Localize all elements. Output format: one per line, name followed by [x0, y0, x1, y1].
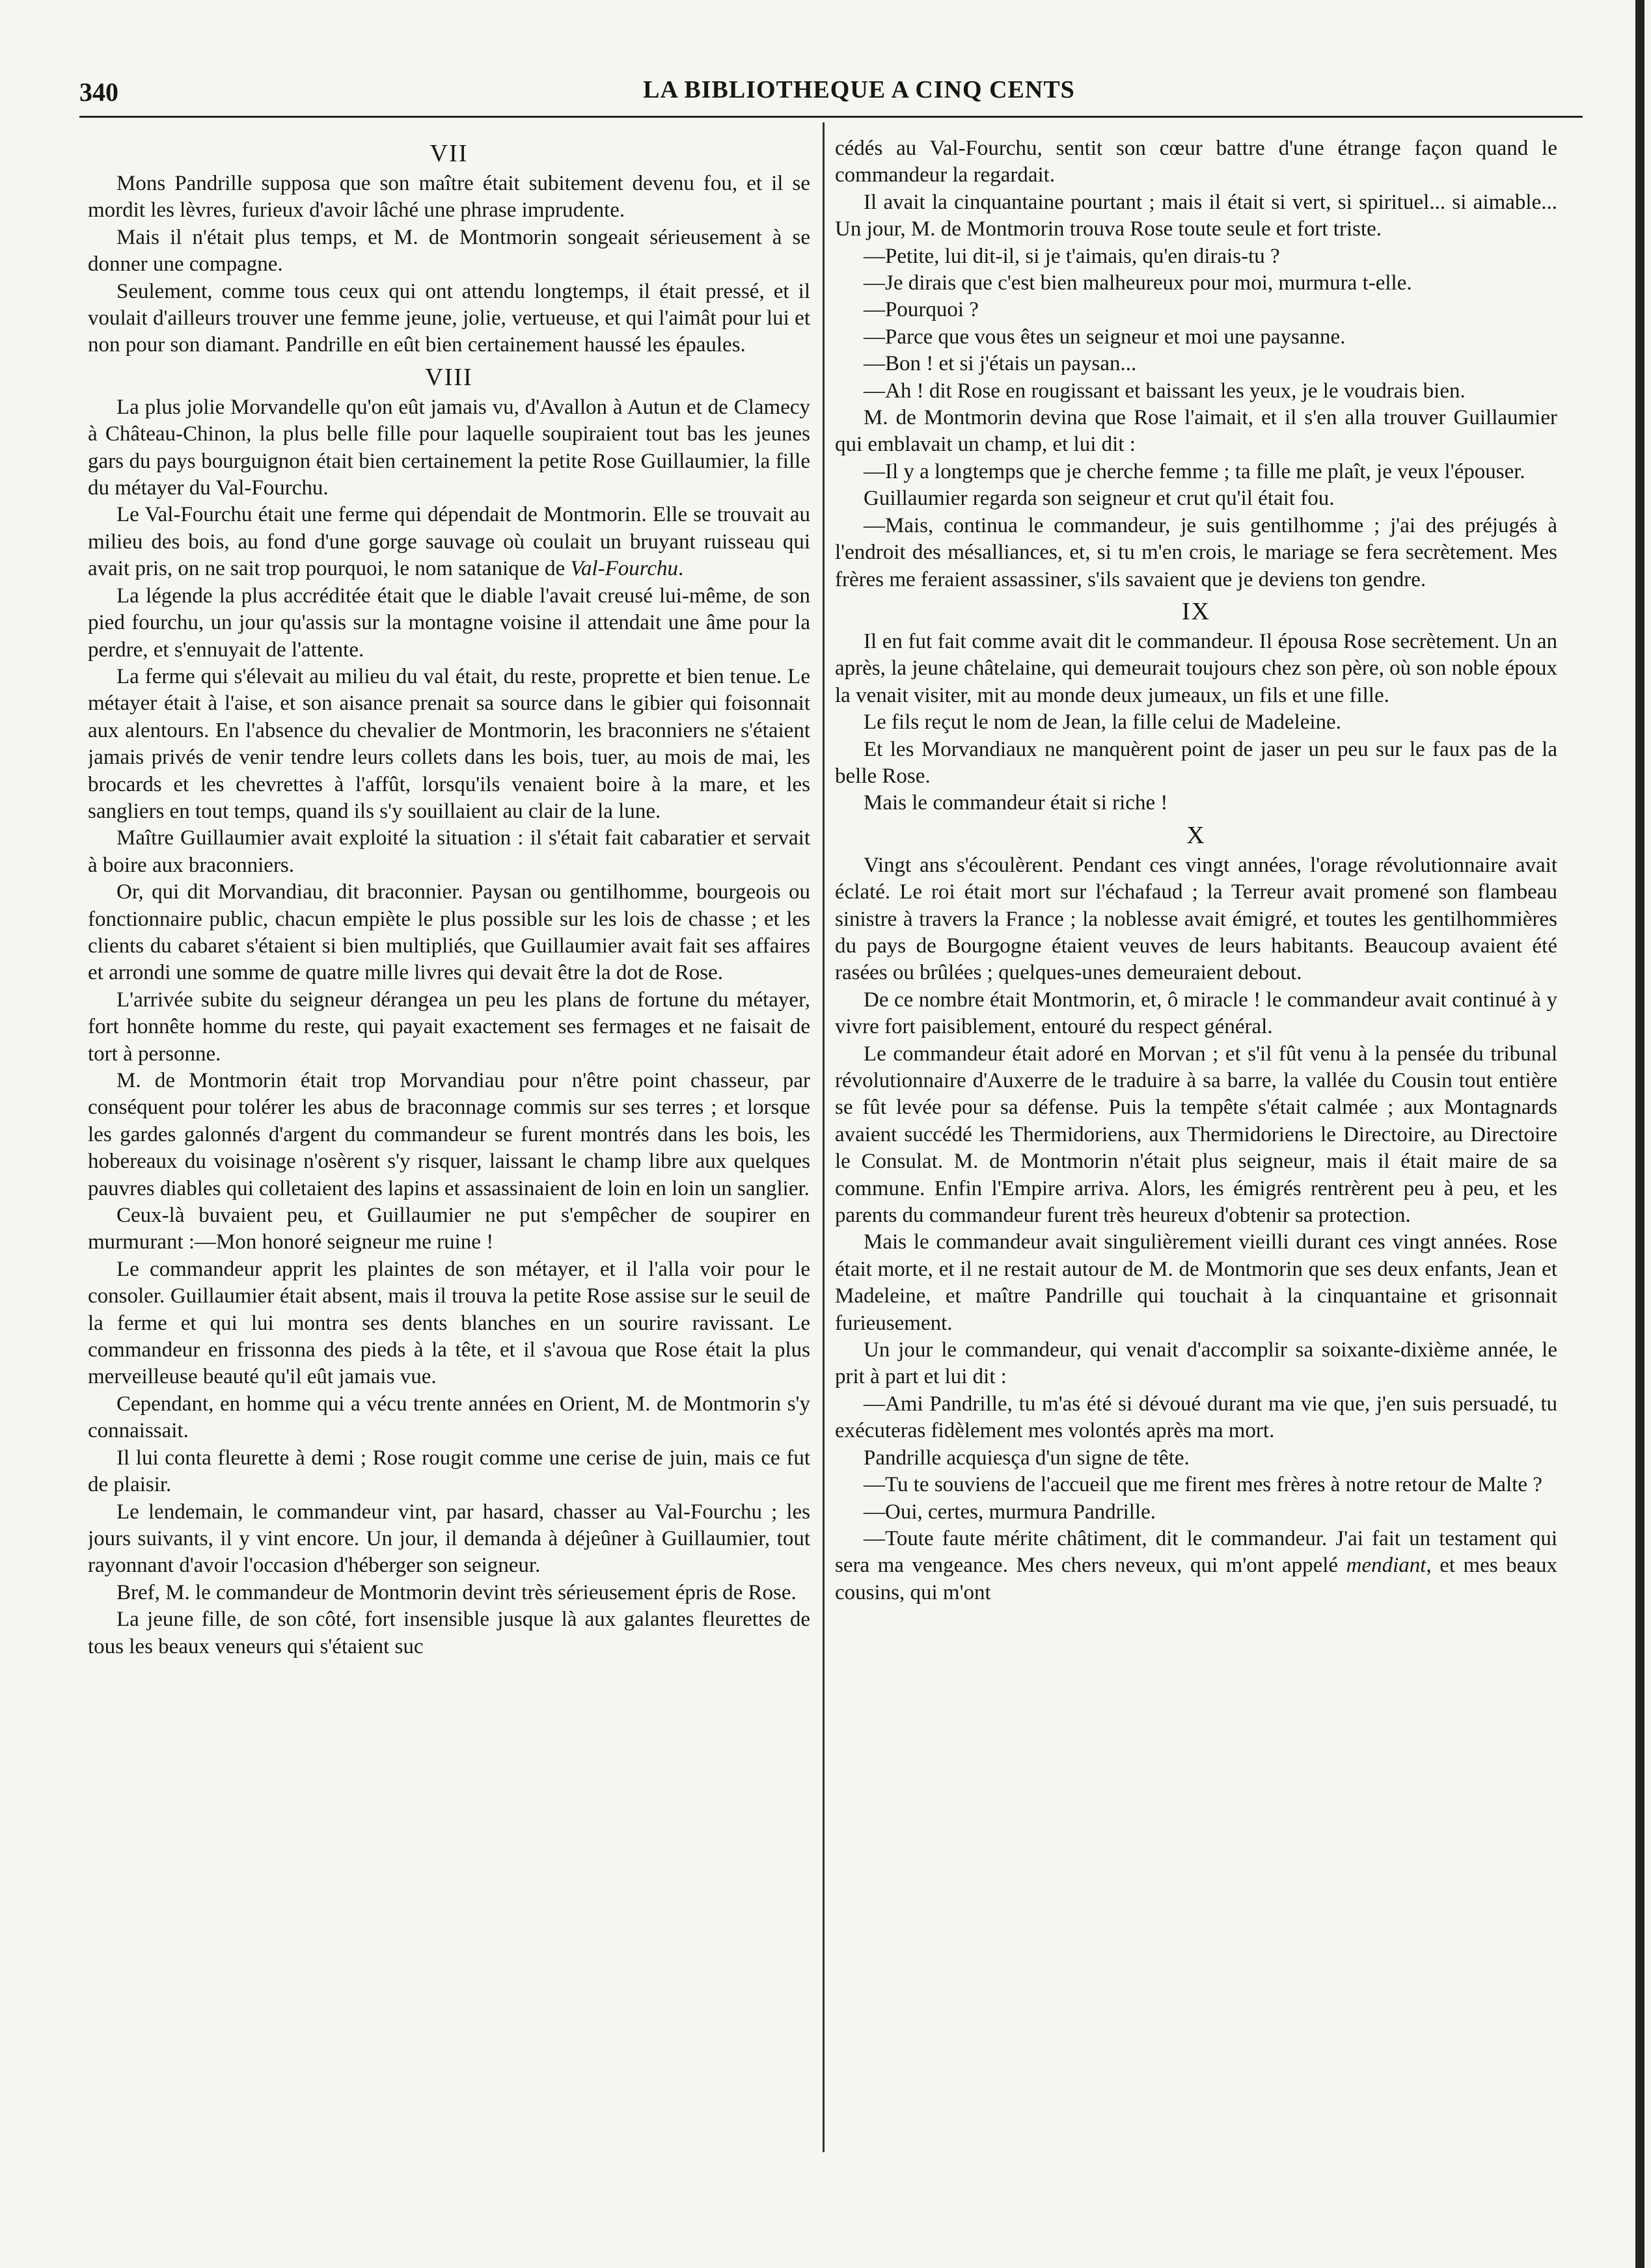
dialogue-line: —Ami Pandrille, tu m'as été si dévoué durant ma vie que, j'en suis persuadé, tu exécuteras fidèlement mes volontés après ma mort.	[835, 1392, 1557, 1443]
paragraph: M. de Montmorin devina que Rose l'aimait, et il s'en alla trouver Guillaumier qui emblavait un champ, et lui dit :	[835, 406, 1557, 457]
paragraph: M. de Montmorin était trop Morvandiau pour n'être point chasseur, par conséquent pour tolérer les abus de braconnage commis sur ses terres ; et lorsque les gardes galonnés d'argent du commandeur se furent montrés dans les bois, les hobereaux du voisinage n'osèrent s'y risquer, laissant le champ libre aux quelques pauvres diables qui colletaient des lapins et assassinaient de loin en loin un sanglier.	[88, 1069, 810, 1200]
paragraph: Le lendemain, le commandeur vint, par hasard, chasser au Val-Fourchu ; les jours suivants, il y vint encore. Un jour, il demanda à déjeûner à Guillaumier, tout rayonnant d'avoir l'occasion d'héberger son seigneur.	[88, 1500, 810, 1578]
header-rule	[79, 116, 1583, 118]
paragraph: Guillaumier regarda son seigneur et crut qu'il était fou.	[864, 487, 1335, 511]
paragraph: Il en fut fait comme avait dit le commandeur. Il épousa Rose secrètement. Un an après, la jeune châtelaine, qui demeurait toujours chez son père, où son noble époux la venait visiter, mit au monde deux jumeaux, un fils et une fille.	[835, 629, 1557, 707]
italic-term: Val-Fourchu	[570, 557, 679, 581]
dialogue-line: —Bon ! et si j'étais un paysan...	[864, 352, 1137, 376]
paragraph: Bref, M. le commandeur de Montmorin devint très sérieusement épris de Rose.	[116, 1580, 797, 1604]
paragraph: La légende la plus accréditée était que le diable l'avait creusé lui-même, de son pied fourchu, un jour qu'assis sur la montagne voisine il attendait une âme pour la perdre, et s'ennuyait de l'attente.	[88, 584, 810, 662]
dialogue-line: —Mais, continua le commandeur, je suis gentilhomme ; j'ai des préjugés à l'endroit des mésalliances, et, si tu m'en crois, le mariage se fera secrètement. Mes frères me feraient assassiner, s'ils savaient que je deviens ton gendre.	[835, 513, 1557, 591]
paragraph-text: —Toute faute mérite châtiment, dit le commandeur. J'ai fait un testament qui sera ma vengeance. Mes chers neveux, qui m'ont appelé	[835, 1526, 1557, 1578]
italic-term: mendiant	[1346, 1554, 1426, 1578]
page-number: 340	[79, 77, 118, 107]
paragraph-end: , et mes beaux cousins, qui m'ont	[835, 1554, 1557, 1604]
paragraph: Le fils reçut le nom de Jean, la fille celui de Madeleine.	[864, 710, 1341, 735]
paragraph: Or, qui dit Morvandiau, dit braconnier. Paysan ou gentilhomme, bourgeois ou fonctionnaire public, chacun empiète le plus possible sur les lois de chasse ; et les clients du cabaret s'étaient si bien multipliés, que Guillaumier avait fait ses affaires et arrondi une somme de quatre mille livres qui devait être la dot de Rose.	[88, 880, 810, 985]
left-column	[88, 135, 810, 2172]
chapter-heading-vii: VII	[430, 140, 469, 167]
paragraph: Mais le commandeur avait singulièrement vieilli durant ces vingt années. Rose était morte, et il ne restait autour de M. de Montmorin que ses deux enfants, Jean et Madeleine, et maître Pandrille qui touchait à la cinquantaine et grisonnait furieusement.	[835, 1230, 1557, 1335]
page-edge-shadow	[1635, 0, 1644, 2268]
paragraph: Mais il n'était plus temps, et M. de Montmorin songeait sérieusement à se donner une compagne.	[88, 225, 810, 277]
paragraph: Seulement, comme tous ceux qui ont attendu longtemps, il était pressé, et il voulait d'ailleurs trouver une femme jeune, jolie, vertueuse, et qui l'aimât pour lui et non pour son diamant. Pandrille en eût bien certainement haussé les épaules.	[88, 279, 810, 357]
dialogue-line: —Pourquoi ?	[864, 298, 979, 322]
paragraph: La plus jolie Morvandelle qu'on eût jamais vu, d'Avallon à Autun et de Clamecy à Château-Chinon, la plus belle fille pour laquelle soupiraient tout bas les jeunes gars du pays bourguignon était bien certainement la petite Rose Guillaumier, la fille du métayer du Val-Fourchu.	[88, 395, 810, 500]
dialogue-line: —Tu te souviens de l'accueil que me firent mes frères à notre retour de Malte ?	[864, 1473, 1542, 1497]
paragraph: Mons Pandrille supposa que son maître était subitement devenu fou, et il se mordit les lèvres, furieux d'avoir lâché une phrase imprudente.	[88, 172, 810, 223]
paragraph: Vingt ans s'écoulèrent. Pendant ces vingt années, l'orage révolutionnaire avait éclaté. Le roi était mort sur l'échafaud ; la Terreur avait promené son flambeau sinistre à travers la France ; la noblesse avait émigré, et toutes les gentilhommières du pays de Bourgogne étaient veuves de leurs habitants. Beaucoup avaient été rasées ou brûlées ; quelques-unes demeuraient debout.	[835, 853, 1557, 985]
dialogue-line: —Parce que vous êtes un seigneur et moi une paysanne.	[864, 325, 1346, 349]
chapter-heading-ix: IX	[1181, 597, 1211, 625]
paragraph: Il lui conta fleurette à demi ; Rose rougit comme une cerise de juin, mais ce fut de plaisir.	[88, 1446, 810, 1497]
paragraph: Un jour le commandeur, qui venait d'accomplir sa soixante-dixième année, le prit à part et lui dit :	[835, 1338, 1557, 1389]
paragraph: Le commandeur était adoré en Morvan ; et s'il fût venu à la pensée du tribunal révolutionnaire d'Auxerre de le traduire à sa barre, la vallée du Cousin tout entière se fût levée pour sa défense. Puis la tempête s'était calmée ; aux Montagnards avaient succédé les Thermidoriens, aux Thermidoriens le Directoire, au Directoire le Consulat. M. de Montmorin n'était plus seigneur, mais il était maire de sa commune. Enfin l'Empire arriva. Alors, les émigrés rentrèrent peu à peu, et les parents du commandeur furent très heureux d'obtenir sa protection.	[835, 1042, 1557, 1228]
paragraph: Maître Guillaumier avait exploité la situation : il s'était fait cabaratier et servait à boire aux braconniers.	[88, 826, 810, 877]
paragraph: L'arrivée subite du seigneur dérangea un peu les plans de fortune du métayer, fort honnête homme du reste, qui payait exactement ses fermages et ne faisait de tort à personne.	[88, 988, 810, 1066]
paragraph-end: .	[678, 557, 684, 581]
paragraph	[88, 502, 810, 582]
paragraph: La jeune fille, de son côté, fort insensible jusque là aux galantes fleurettes de tous les beaux veneurs qui s'étaient suc	[88, 1608, 810, 1658]
paragraph: Le commandeur apprit les plaintes de son métayer, et il l'alla voir pour le consoler. Guillaumier était absent, mais il trouva la petite Rose assise sur le seuil de la ferme et qui lui montra ses dents blanches en un sourire ravissant. Le commandeur en frissonna des pieds à la tête, et il s'avoua que Rose était la plus merveilleuse beauté qu'il eût jamais vue.	[88, 1257, 810, 1389]
paragraph: La ferme qui s'élevait au milieu du val était, du reste, proprette et bien tenue. Le métayer était à l'aise, et son aisance prenait sa source dans le gibier qui foisonnait aux alentours. En l'absence du chevalier de Montmorin, les braconniers ne s'étaient jamais privés de venir tendre leurs collets dans les bois, tuer, au mois de mai, les brocards et les chevrettes à l'affût, lorsqu'ils venaient boire à la mare, et les sangliers en tout temps, quand ils s'y souillaient au clair de la lune.	[88, 664, 810, 823]
chapter-heading-x: X	[1186, 821, 1206, 849]
dialogue-line: —Ah ! dit Rose en rougissant et baissant les yeux, je le voudrais bien.	[864, 379, 1466, 403]
paragraph: Mais le commandeur était si riche !	[864, 791, 1168, 815]
dialogue-line: —Il y a longtemps que je cherche femme ; ta fille me plaît, je veux l'épouser.	[864, 459, 1525, 483]
dialogue-line: —Petite, lui dit-il, si je t'aimais, qu'en dirais-tu ?	[864, 244, 1280, 268]
dialogue-line: —Je dirais que c'est bien malheureux pour moi, murmura t-elle.	[864, 271, 1412, 295]
paragraph: Pandrille acquiesça d'un signe de tête.	[864, 1446, 1190, 1470]
paragraph-continued: cédés au Val-Fourchu, sentit son cœur battre d'une étrange façon quand le commandeur la regardait.	[835, 137, 1557, 187]
paragraph: Cependant, en homme qui a vécu trente années en Orient, M. de Montmorin s'y connaissait.	[88, 1392, 810, 1443]
dialogue-line	[835, 1526, 1557, 1606]
paragraph: Ceux-là buvaient peu, et Guillaumier ne put s'empêcher de soupirer en murmurant :—Mon honoré seigneur me ruine !	[88, 1204, 810, 1254]
paragraph-text: Le Val-Fourchu était une ferme qui dépendait de Montmorin. Elle se trouvait au milieu des bois, au fond d'une gorge sauvage où coulait un bruyant ruisseau qui avait pris, on ne sait trop pourquoi, le nom satanique de	[88, 503, 810, 581]
paragraph: Il avait la cinquantaine pourtant ; mais il était si vert, si spirituel... si aimable... Un jour, M. de Montmorin trouva Rose toute seule et fort triste.	[835, 190, 1557, 241]
running-head: LA BIBLIOTHEQUE A CINQ CENTS	[643, 76, 1075, 103]
column-rule	[823, 122, 825, 2152]
paragraph: De ce nombre était Montmorin, et, ô miracle ! le commandeur avait continué à y vivre fort paisiblement, entouré du respect général.	[835, 988, 1557, 1039]
dialogue-line: —Oui, certes, murmura Pandrille.	[864, 1500, 1156, 1524]
chapter-heading-viii: VIII	[425, 363, 473, 391]
right-column	[835, 135, 1557, 2172]
paragraph: Et les Morvandiaux ne manquèrent point de jaser un peu sur le faux pas de la belle Rose.	[835, 737, 1557, 788]
